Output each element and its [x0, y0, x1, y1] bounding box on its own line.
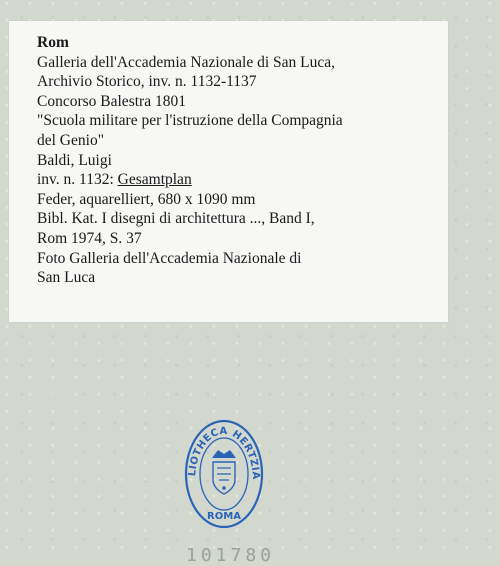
- label-line: San Luca: [37, 269, 96, 287]
- label-line: Concorso Balestra 1801: [37, 92, 186, 110]
- label-line: Feder, aquarelliert, 680 x 1090 mm: [37, 190, 256, 208]
- catalog-label-text: [37, 33, 437, 288]
- inventory-prefix: inv. n. 1132:: [37, 171, 118, 189]
- svg-text:BIBLIOTHECA HERTZIANA: LIOTHECA HERTZIA: [187, 425, 262, 480]
- label-title: Rom: [37, 34, 69, 51]
- label-line: Baldi, Luigi: [37, 151, 112, 169]
- label-line: Bibl. Kat. I disegni di architettura ..., Band I,: [37, 210, 315, 228]
- inventory-line: [37, 170, 437, 190]
- label-line: "Scuola militare per l'istruzione della Compagnia: [37, 112, 343, 130]
- archive-number: 101780: [186, 545, 276, 566]
- label-line: Foto Galleria dell'Accademia Nazionale di: [37, 249, 302, 267]
- label-line: Rom 1974, S. 37: [37, 229, 142, 247]
- library-seal-icon: [183, 418, 265, 530]
- svg-text:ROMA: ROMA: [207, 511, 241, 522]
- inventory-title: Gesamtplan: [117, 171, 192, 189]
- label-line: del Genio": [37, 131, 105, 149]
- label-line: Galleria dell'Accademia Nazionale di San Luca,: [37, 53, 336, 71]
- label-line: Archivio Storico, inv. n. 1132-1137: [37, 73, 257, 91]
